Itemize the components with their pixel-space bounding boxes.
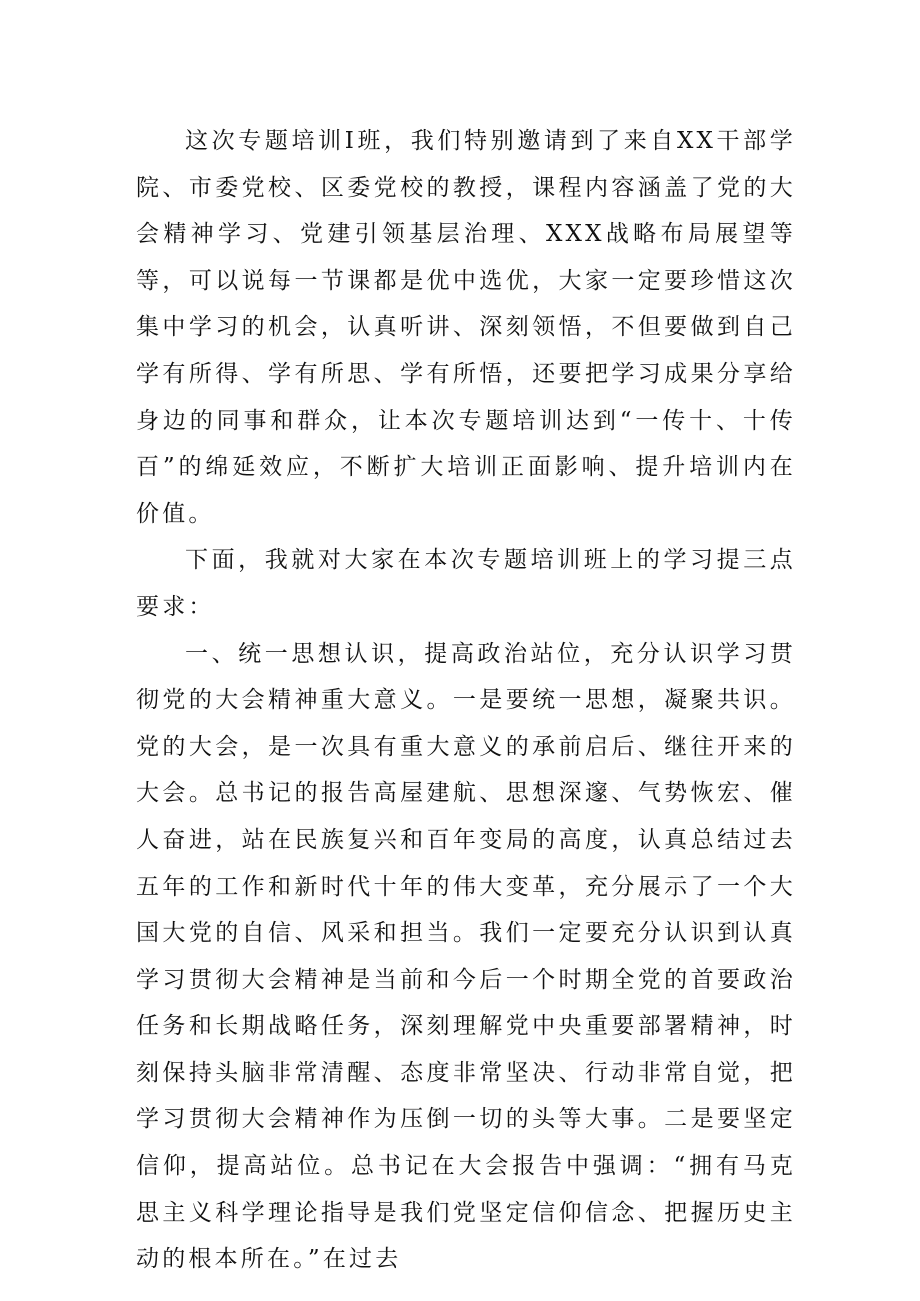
paragraph-training-intro: 这次专题培训Ⅰ班，我们特别邀请到了来自XX干部学院、市委党校、区委党校的教授，课程内容涵盖了党的大会精神学习、党建引领基层治理、XXX战略布局展望等等，可以说每一节课都是优中选优，大家一定要珍惜这次集中学习的机会，认真听讲、深刻领悟，不但要做到自己学有所得、学有所思、学有所悟，还要把学习成果分享给身边的同事和群众，让本次专题培训达到“一传十、十传百”的绵延效应，不断扩大培训正面影响、提升培训内在价值。 [136,128,796,527]
paragraph-requirements-lead: 下面，我就对大家在本次专题培训班上的学习提三点要求： [136,547,796,620]
paragraph-requirement-one: 一、统一思想认识，提高政治站位，充分认识学习贯彻党的大会精神重大意义。一是要统一思想，凝聚共识。党的大会，是一次具有重大意义的承前启后、继往开来的大会。总书记的报告高屋建航、思想深邃、气势恢宏、催人奋进，站在民族复兴和百年变局的高度，认真总结过去五年的工作和新时代十年的伟大变革，充分展示了一个大国大党的自信、风采和担当。我们一定要充分认识到认真学习贯彻大会精神是当前和今后一个时期全党的首要政治任务和长期战略任务，深刻理解党中央重要部署精神，时刻保持头脑非常清醒、态度非常坚决、行动非常自觉，把学习贯彻大会精神作为压倒一切的头等大事。二是要坚定信仰，提高站位。总书记在大会报告中强调：“拥有马克思主义科学理论指导是我们党坚定信仰信念、把握历史主动的根本所在。”在过去 [136,640,796,1273]
document-body [136,118,796,1283]
